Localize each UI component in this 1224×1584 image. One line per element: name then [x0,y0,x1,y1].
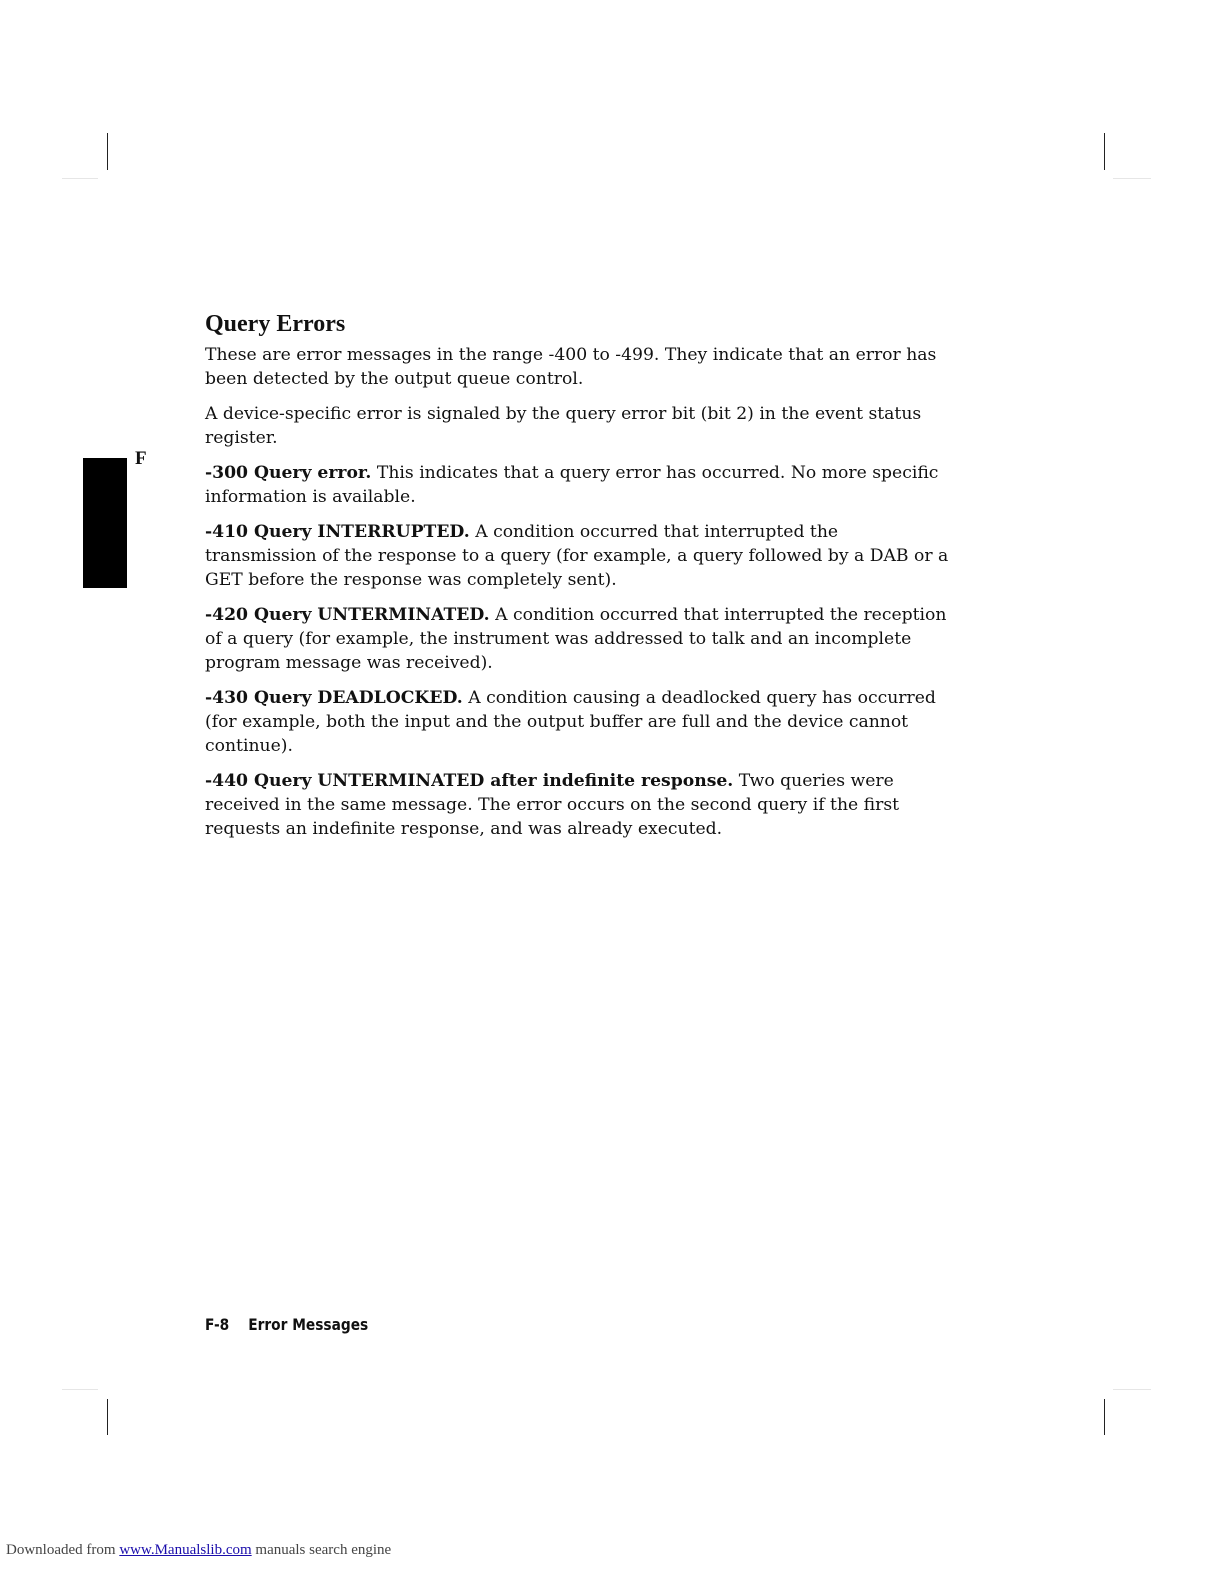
crop-mark [62,1389,98,1390]
error-code-label: -440 Query UNTERMINATED after indefinite response. [205,771,734,791]
intro-paragraph: A device-specific error is signaled by the query error bit (bit 2) in the event status register. [205,404,922,448]
crop-mark [1104,1399,1105,1435]
page-footer [205,1315,368,1334]
crop-mark [1104,133,1105,170]
error-description: A condition occurred that interrupted the transmission of the response to a query (for example, a query followed by a DAB or a GET before the response was completely sent). [205,522,949,590]
error-entry [205,686,955,758]
error-code-label: -420 Query UNTERMINATED. [205,605,490,625]
download-prefix: Downloaded from [6,1542,116,1558]
crop-mark [107,133,108,170]
page-number: F-8 [205,1315,230,1334]
chapter-tab-block [83,458,127,588]
footer-title: Error Messages [248,1315,369,1334]
crop-mark [107,1399,108,1435]
main-content [205,308,955,852]
section-title: Query Errors [205,311,346,337]
error-entry [205,603,955,675]
error-code-label: -300 Query error. [205,463,372,483]
download-notice [6,1542,391,1559]
crop-mark [1113,178,1151,179]
crop-mark [62,178,98,179]
error-code-label: -430 Query DEADLOCKED. [205,688,463,708]
error-description: A condition causing a deadlocked query has occurred (for example, both the input and the output buffer are full and the device cannot continue). [205,688,936,756]
crop-mark [1113,1389,1151,1390]
error-entry [205,461,955,509]
error-entry [205,769,955,841]
intro-paragraph: These are error messages in the range -400 to -499. They indicate that an error has been detected by the output queue control. [205,345,937,389]
error-description: Two queries were received in the same message. The error occurs on the second query if the first requests an indefinite response, and was already executed. [205,771,900,839]
chapter-tab-letter: F [135,448,147,469]
error-entry [205,520,955,592]
manualslib-link[interactable]: www.Manualslib.com [119,1542,252,1558]
download-suffix: manuals search engine [255,1542,392,1558]
error-description: This indicates that a query error has occurred. No more specific information is available. [205,463,939,507]
error-code-label: -410 Query INTERRUPTED. [205,522,470,542]
error-description: A condition occurred that interrupted the reception of a query (for example, the instrument was addressed to talk and an incomplete program message was received). [205,605,947,673]
